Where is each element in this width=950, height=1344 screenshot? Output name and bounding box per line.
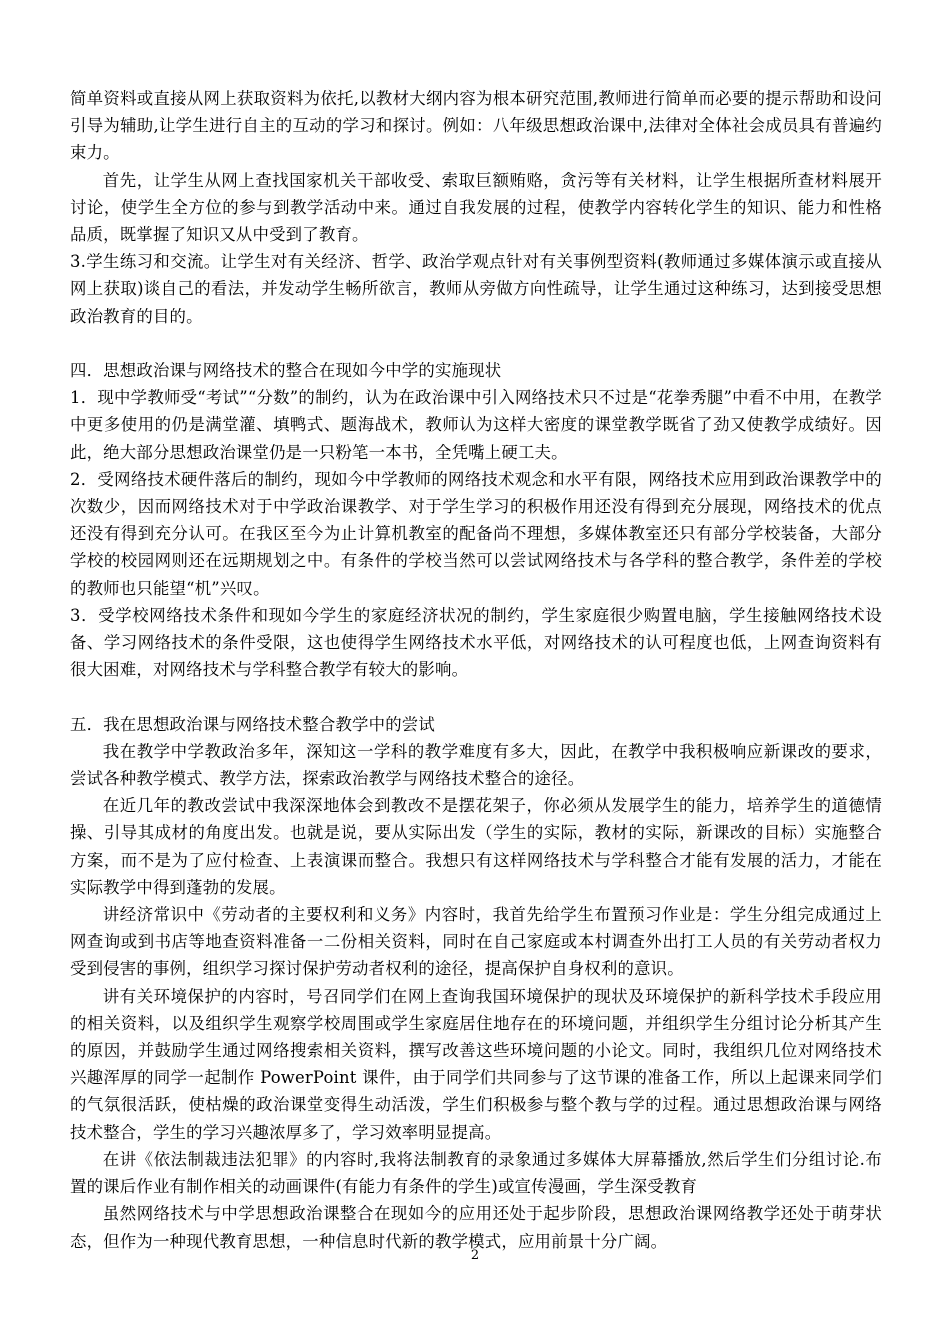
paragraph-spacer	[70, 683, 882, 710]
page-number: 2	[470, 1248, 480, 1263]
paragraph: 首先，让学生从网上查找国家机关干部收受、索取巨额贿赂，贪污等有关材料，让学生根据所查材料展开讨论，使学生全方位的参与到教学活动中来。通过自我发展的过程，使教学内容转化学生的知识、能力和性格品质，既掌握了知识又从中受到了教育。	[70, 170, 882, 245]
paragraph: 我在教学中学教政治多年，深知这一学科的教学难度有多大，因此，在教学中我积极响应新课改的要求，尝试各种教学模式、教学方法，探索政治教学与网络技术整合的途径。	[70, 741, 882, 789]
paragraph-spacer	[70, 330, 882, 357]
paragraph: 讲经济常识中《劳动者的主要权利和义务》内容时，我首先给学生布置预习作业是：学生分组完成通过上网查询或到书店等地查资料准备一二份相关资料，同时在自己家庭或本村调查外出打工人员的有关劳动者权力受到侵害的事例，组织学习探讨保护劳动者权利的途径，提高保护自身权利的意识。	[70, 905, 882, 979]
paragraph: 简单资料或直接从网上获取资料为依托,以教材大纲内容为根本研究范围,教师进行简单而必要的提示帮助和设问引导为辅助,让学生进行自主的互动的学习和探讨。例如：八年级思想政治课中,法律对全体社会成员具有普遍约束力。	[70, 89, 882, 163]
paragraph: 3.学生练习和交流。让学生对有关经济、哲学、政治学观点针对有关事例型资料(教师通过多媒体演示或直接从网上获取)谈自己的看法，并发动学生畅所欲言，教师从旁做方向性疏导，让学生通过这种练习，达到接受思想政治教育的目的。	[70, 252, 882, 326]
paragraph: 讲有关环境保护的内容时，号召同学们在网上查询我国环境保护的现状及环境保护的新科学技术手段应用的相关资料，以及组织学生观察学校周围或学生家庭居住地存在的环境问题，并组织学生分组讨论分析其产生的原因，并鼓励学生通过网络搜索相关资料，撰写改善这些环境问题的小论文。同时，我组织几位对网络技术兴趣浑厚的同学一起制作 PowerPoint 课件，由于同学们共同参与了这节课的准备工作，所以上起课来同学们的气氛很活跃，使枯燥的政治课堂变得生动活泼，学生们积极参与整个教与学的过程。通过思想政治课与网络技术整合，学生的学习兴趣浓厚多了，学习效率明显提高。	[70, 986, 882, 1142]
paragraph: 1．现中学教师受“考试”“分数”的制约，认为在政治课中引入网络技术只不过是“花拳秀腿”中看不中用，在教学中更多使用的仍是满堂灌、填鸭式、题海战术，教师认为这样大密度的课堂教学既省了劲又使教学成绩好。因此，绝大部分思想政治课堂仍是一只粉笔一本书，全凭嘴上硬工夫。	[70, 388, 882, 462]
paragraph: 2．受网络技术硬件落后的制约，现如今中学教师的网络技术观念和水平有限，网络技术应用到政治课教学中的次数少，因而网络技术对于中学政治课教学、对于学生学习的积极作用还没有得到充分展现，网络技术的优点还没有得到充分认可。在我区至今为止计算机教室的配备尚不理想，多媒体教室还只有部分学校装备，大部分学校的校园网则还在远期规划之中。有条件的学校当然可以尝试网络技术与各学科的整合教学，条件差的学校的教师也只能望“机”兴叹。	[70, 469, 882, 598]
document-page	[70, 85, 882, 1255]
paragraph: 3．受学校网络技术条件和现如今学生的家庭经济状况的制约，学生家庭很少购置电脑，学生接触网络技术设备、学习网络技术的条件受限，这也使得学生网络技术水平低，对网络技术的认可程度也低，上网查询资料有很大困难，对网络技术与学科整合教学有较大的影响。	[70, 605, 882, 680]
paragraph: 虽然网络技术与中学思想政治课整合在现如今的应用还处于起步阶段，思想政治课网络教学还处于萌芽状态，但作为一种现代教育思想，一种信息时代新的教学模式，应用前景十分广阔。	[70, 1204, 882, 1251]
section-heading: 四．思想政治课与网络技术的整合在现如今中学的实施现状	[70, 361, 502, 381]
paragraph: 在讲《依法制裁违法犯罪》的内容时,我将法制教育的录象通过多媒体大屏幕播放,然后学生们分组讨论.布置的课后作业有制作相关的动画课件(有能力有条件的学生)或宣传漫画，学生深受教育	[70, 1149, 882, 1197]
section-heading: 五．我在思想政治课与网络技术整合教学中的尝试	[70, 714, 435, 734]
paragraph: 在近几年的教改尝试中我深深地体会到教改不是摆花架子，你必须从发展学生的能力，培养学生的道德情操、引导其成材的角度出发。也就是说，要从实际出发（学生的实际，教材的实际，新课改的目标）实施整合方案，而不是为了应付检查、上表演课而整合。我想只有这样网络技术与学科整合才能有发展的活力，才能在实际教学中得到蓬勃的发展。	[70, 796, 882, 897]
